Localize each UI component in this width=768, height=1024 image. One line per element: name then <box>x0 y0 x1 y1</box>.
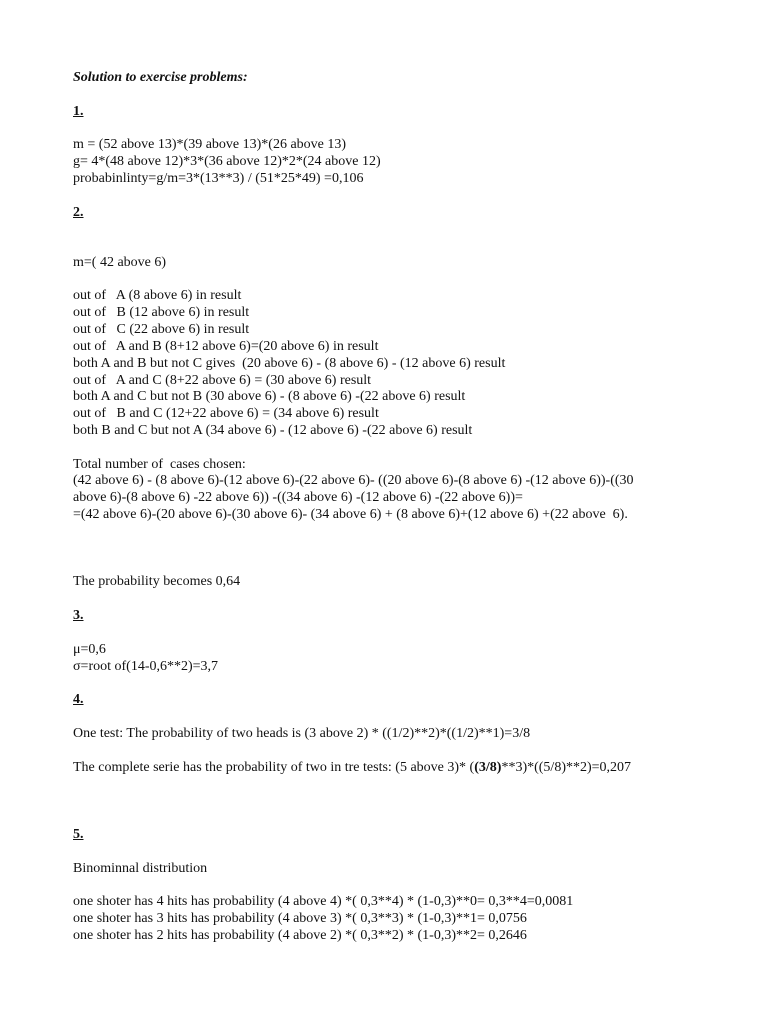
section-4-heading: 4. <box>73 692 84 707</box>
section-5-heading: 5. <box>73 827 84 842</box>
s5-line: one shoter has 4 hits has probability (4 above 4) *( 0,3**4) * (1-0,3)**0= 0,3**4=0,0081 <box>73 894 574 909</box>
s3-mu: μ=0,6 <box>73 642 106 657</box>
s2-line: out of C (22 above 6) in result <box>73 322 250 337</box>
s4-serie-part-b: **3)*((5/8)**2)=0,207 <box>501 760 632 775</box>
s2-m-line: m=( 42 above 6) <box>73 255 167 270</box>
s1-line: g= 4*(48 above 12)*3*(36 above 12)*2*(24 above 12) <box>73 154 381 169</box>
s1-line: m = (52 above 13)*(39 above 13)*(26 above 13) <box>73 137 347 152</box>
s4-serie-bold: (3/8) <box>474 760 502 775</box>
s2-total-line: (42 above 6) - (8 above 6)-(12 above 6)-(22 above 6)- ((20 above 6)-(8 above 6) -(12 above 6))-((30 <box>73 473 634 488</box>
s2-line: out of B (12 above 6) in result <box>73 305 250 320</box>
s5-dist: Binominnal distribution <box>73 861 208 876</box>
s4-one-test: One test: The probability of two heads is (3 above 2) * ((1/2)**2)*((1/2)**1)=3/8 <box>73 726 531 741</box>
section-3-heading: 3. <box>73 608 84 623</box>
s2-line: out of A and C (8+22 above 6) = (30 above 6) result <box>73 373 372 388</box>
s5-line: one shoter has 3 hits has probability (4 above 3) *( 0,3**3) * (1-0,3)**1= 0,0756 <box>73 911 527 926</box>
s2-total-line: above 6)-(8 above 6) -22 above 6)) -((34 above 6) -(12 above 6) -(22 above 6))= <box>73 490 523 505</box>
s4-serie-part-a: The complete serie has the probability of two in tre tests: (5 above 3)* ( <box>73 760 475 775</box>
s3-sigma: σ=root of(14-0,6**2)=3,7 <box>73 659 219 674</box>
s4-serie <box>73 759 631 776</box>
s2-line: both A and C but not B (30 above 6) - (8 above 6) -(22 above 6) result <box>73 389 466 404</box>
s5-line: one shoter has 2 hits has probability (4 above 2) *( 0,3**2) * (1-0,3)**2= 0,2646 <box>73 928 527 943</box>
s2-line: both A and B but not C gives (20 above 6) - (8 above 6) - (12 above 6) result <box>73 356 506 371</box>
s2-line: out of A (8 above 6) in result <box>73 288 242 303</box>
s2-total-line: =(42 above 6)-(20 above 6)-(30 above 6)- (34 above 6) + (8 above 6)+(12 above 6) +(22 above 6). <box>73 507 628 522</box>
s2-line: out of B and C (12+22 above 6) = (34 above 6) result <box>73 406 379 421</box>
s2-probability: The probability becomes 0,64 <box>73 574 241 589</box>
doc-title: Solution to exercise problems: <box>73 70 248 85</box>
section-1-heading: 1. <box>73 104 84 119</box>
s1-line: probabinlinty=g/m=3*(13**3) / (51*25*49) =0,106 <box>73 171 364 186</box>
s2-line: both B and C but not A (34 above 6) - (12 above 6) -(22 above 6) result <box>73 423 473 438</box>
s2-line: out of A and B (8+12 above 6)=(20 above 6) in result <box>73 339 379 354</box>
s2-total-label: Total number of cases chosen: <box>73 457 246 472</box>
section-2-heading: 2. <box>73 205 84 220</box>
